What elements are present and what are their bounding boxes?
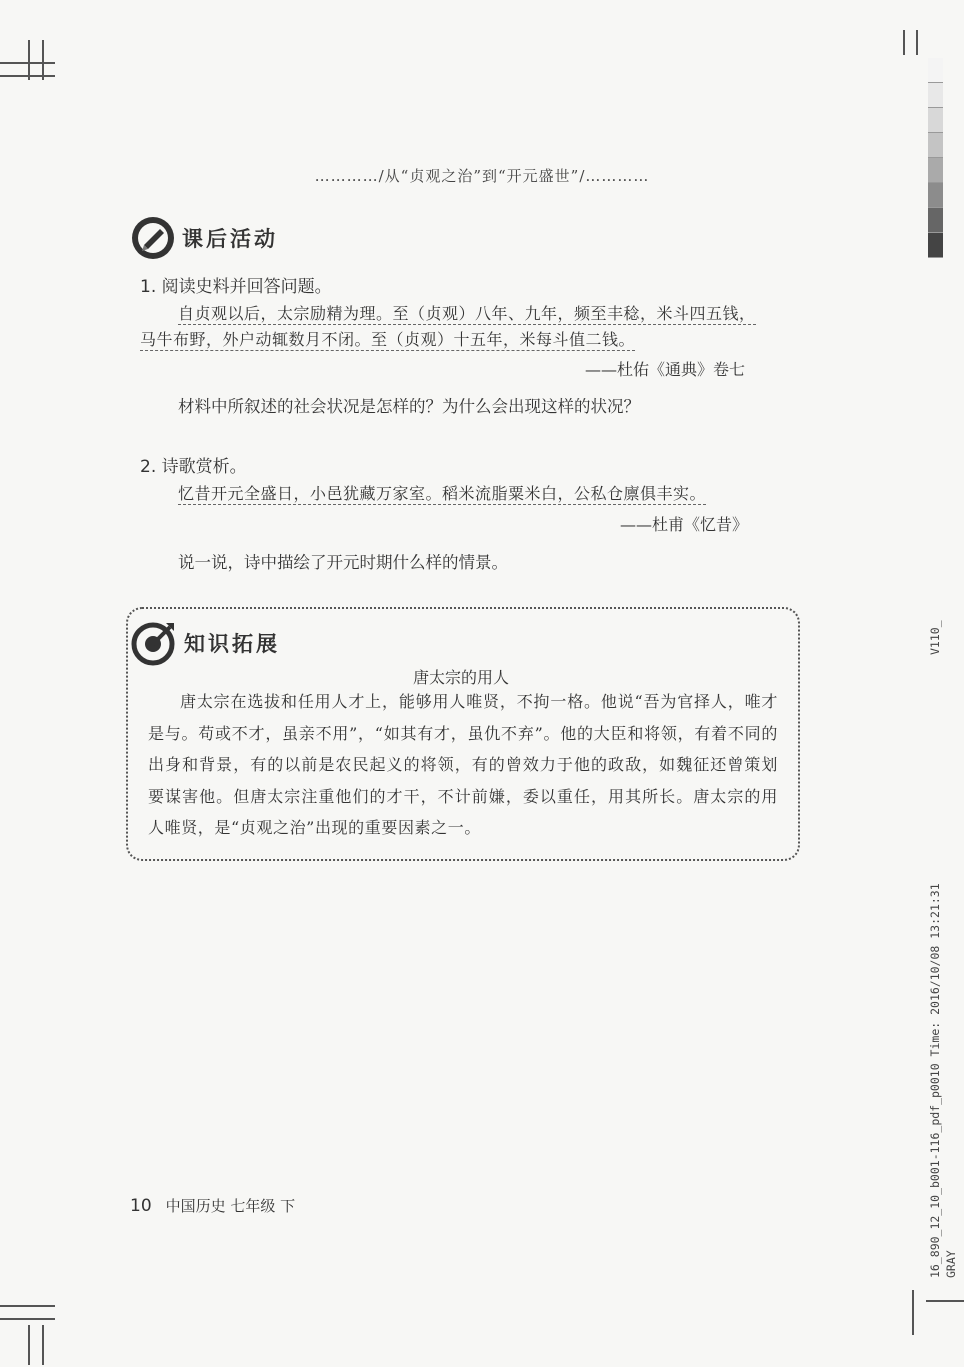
book-title: 中国历史 七年级 下 <box>165 1197 296 1215</box>
q1-quote-text: 自贞观以后，太宗励精为理。至（贞观）八年、九年，频至丰稔，米斗四五钱， <box>178 304 756 323</box>
crop-mark <box>42 40 44 80</box>
crop-mark <box>903 30 905 55</box>
activity-title: 课后活动 <box>182 227 278 251</box>
crop-mark <box>912 1290 914 1335</box>
print-info: 16_890_12_10_b001-116_pdf_p0010 Time: 2016/10/08 13:21:31 <box>928 883 942 1278</box>
crop-mark <box>926 1300 964 1302</box>
q1-heading: 1. 阅读史料并回答问题。 <box>140 277 332 297</box>
crop-mark <box>0 75 55 77</box>
crop-mark <box>42 1325 44 1365</box>
grayscale-strip <box>928 58 943 258</box>
q2-heading: 2. 诗歌赏析。 <box>140 457 247 477</box>
extension-section-title <box>130 618 280 668</box>
gray-label: GRAY <box>944 1250 958 1278</box>
page-footer <box>130 1195 295 1216</box>
q2-source: ——杜甫《忆昔》 <box>619 515 748 534</box>
extension-title: 知识拓展 <box>184 632 280 656</box>
q2-quote <box>178 478 706 509</box>
pencil-badge-icon <box>130 215 176 261</box>
running-header: …………/从“贞观之治”到“开元盛世”/………… <box>314 167 650 185</box>
q1-question: 材料中所叙述的社会状况是怎样的？为什么会出现这样的状况？ <box>178 397 640 416</box>
extension-body: 唐太宗在选拔和任用人才上，能够用人唯贤，不拘一格。他说“吾为官择人，唯才是与。苟或不才，虽亲不用”，“如其有才，虽仇不弃”。他的大臣和将领，有着不同的出身和背景，有的以前是农民起义的将领，有的曾效力于他的政敌，如魏征还曾策划要谋害他。但唐太宗注重他们的才干，不计前嫌，委以重任，用其所长。唐太宗的用人唯贤，是“贞观之治”出现的重要因素之一。 <box>148 692 778 837</box>
version-label: V110_ <box>928 620 942 655</box>
crop-mark <box>0 62 55 64</box>
q1-quote-line2 <box>140 324 635 355</box>
activity-section-title <box>130 212 278 264</box>
target-arrow-icon <box>130 619 178 667</box>
q2-question: 说一说，诗中描绘了开元时期什么样的情景。 <box>178 553 508 572</box>
crop-mark <box>28 1325 30 1365</box>
crop-mark <box>0 1305 55 1307</box>
page-number: 10 <box>130 1196 152 1216</box>
crop-mark <box>28 40 30 80</box>
extension-subtitle: 唐太宗的用人 <box>412 668 509 687</box>
q1-quote-text: 马牛布野，外户动辄数月不闭。至（贞观）十五年，米每斗值二钱。 <box>140 330 636 349</box>
crop-mark <box>916 30 918 55</box>
q1-source: ——杜佑《通典》卷七 <box>584 360 745 379</box>
crop-mark <box>0 1318 55 1320</box>
q2-quote-text: 忆昔开元全盛日，小邑犹藏万家室。稻米流脂粟米白，公私仓廪俱丰实。 <box>178 484 707 503</box>
